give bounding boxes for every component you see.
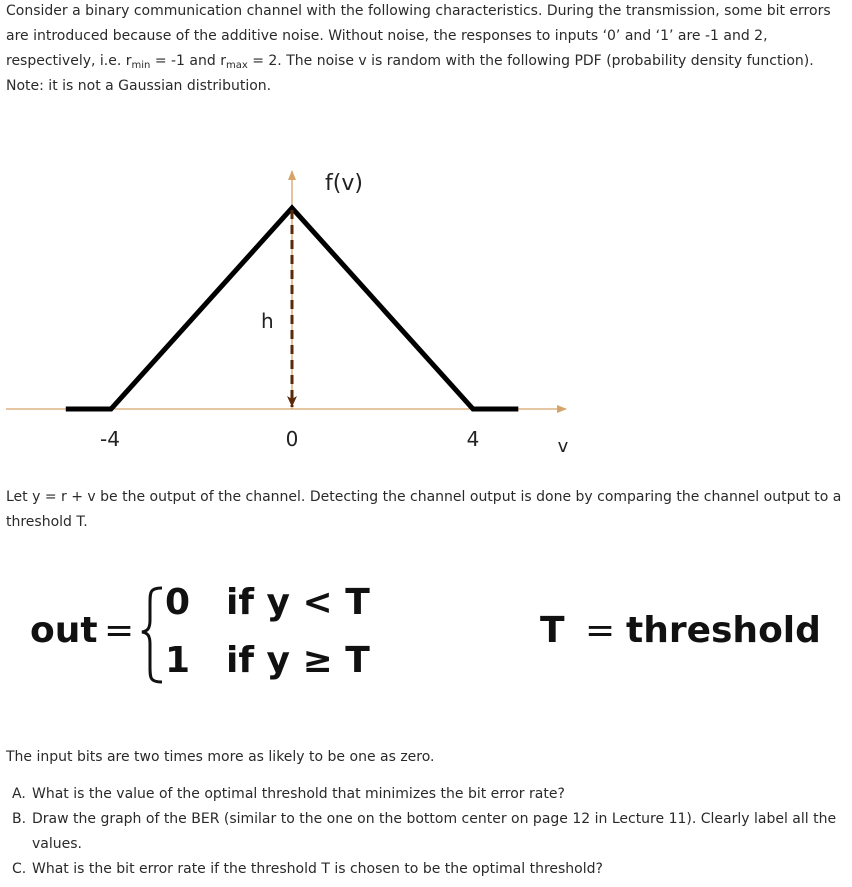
noise-pdf-figure bbox=[0, 160, 600, 460]
prior-probability-paragraph: The input bits are two times more as likely to be one as zero. bbox=[6, 749, 435, 765]
x-axis-label: v bbox=[557, 436, 569, 457]
case-1-condition: if y ≥ T bbox=[226, 640, 370, 681]
threshold-equals: = bbox=[585, 610, 616, 651]
question-a bbox=[12, 782, 842, 807]
channel-output-paragraph: Let y = r + v be the output of the channel. Detecting the channel output is done by comparing the channel output to a threshold T. bbox=[6, 489, 842, 530]
tick-label-0: 0 bbox=[285, 427, 299, 451]
threshold-T: T bbox=[540, 610, 565, 651]
intro-text-a: Consider a binary communication channel with the following characteristics. During the transmission, some bit errors are introduced because of the additive noise. Without noise, the responses to inputs ‘0’ and ‘1’ are -1 and 2, respectively, i.e. r bbox=[6, 3, 831, 69]
case-0-condition: if y < T bbox=[226, 582, 370, 623]
r-min-subscript: min bbox=[131, 60, 151, 71]
question-c bbox=[12, 857, 842, 882]
question-letter: A. bbox=[12, 786, 26, 802]
case-0-value: 0 bbox=[165, 582, 191, 623]
question-list bbox=[12, 782, 842, 882]
intro-text-b: = -1 and r bbox=[150, 53, 226, 69]
formula-equals: = bbox=[104, 610, 135, 651]
question-letter: C. bbox=[12, 861, 27, 877]
tick-label-neg4: -4 bbox=[100, 427, 120, 451]
case-1-value: 1 bbox=[165, 640, 191, 681]
tick-label-4: 4 bbox=[466, 427, 480, 451]
detection-rule-formula bbox=[0, 570, 852, 700]
r-max-subscript: max bbox=[225, 60, 248, 71]
y-axis-label: f(v) bbox=[325, 171, 363, 196]
question-text: What is the value of the optimal threshold that minimizes the bit error rate? bbox=[32, 786, 565, 802]
formula-out: out bbox=[30, 610, 98, 651]
threshold-word: threshold bbox=[626, 610, 821, 651]
intro-text-c: = 2. The noise v is random with the following PDF (probability density function). Note: it is not a Gaussian distribution. bbox=[6, 53, 814, 94]
formula-brace bbox=[142, 588, 162, 682]
height-label: h bbox=[261, 309, 274, 333]
intro-paragraph bbox=[6, 0, 841, 99]
question-letter: B. bbox=[12, 811, 27, 827]
question-text: Draw the graph of the BER (similar to the one on the bottom center on page 12 in Lecture 11). Clearly label all the values. bbox=[32, 811, 837, 852]
question-b bbox=[12, 807, 842, 857]
question-text: What is the bit error rate if the threshold T is chosen to be the optimal threshold? bbox=[32, 861, 603, 877]
